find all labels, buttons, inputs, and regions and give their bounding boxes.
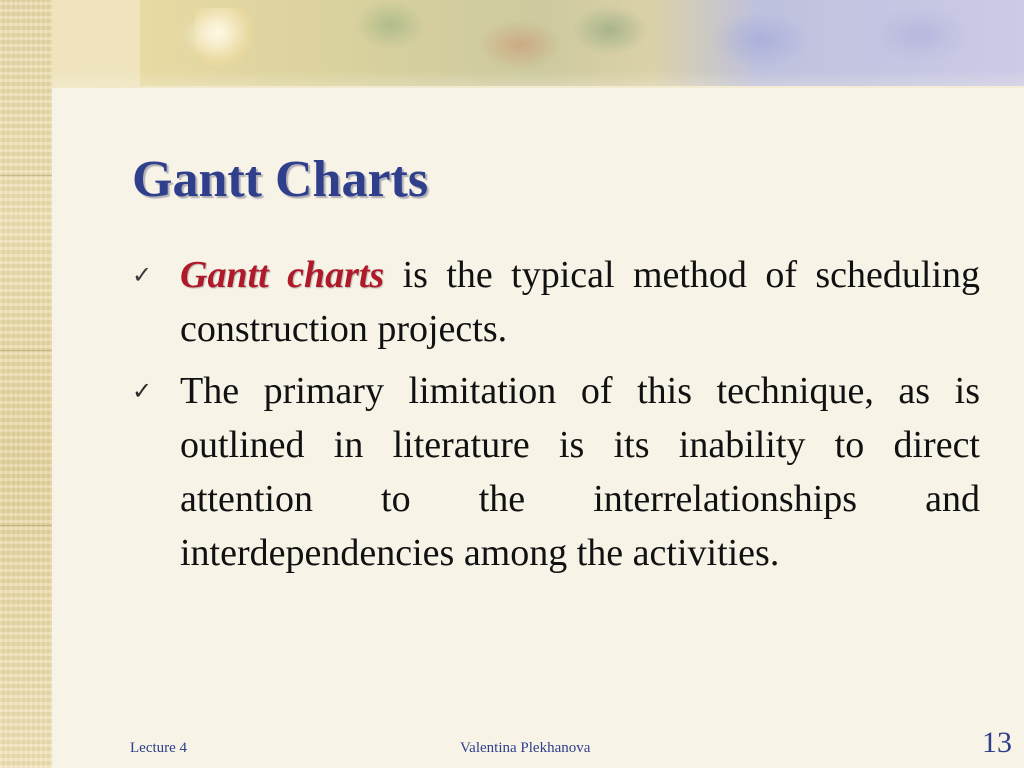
banner-fade	[52, 70, 1024, 130]
bullet-item	[132, 248, 980, 356]
bullet-body: is the typical method of scheduling construction projects.	[180, 254, 980, 350]
slide-title: Gantt Charts	[132, 151, 429, 208]
footer-author: Valentina Plekhanova	[460, 740, 591, 756]
bullet-item	[132, 364, 980, 580]
checkmark-icon: ✓	[132, 261, 153, 289]
strip-seam	[0, 525, 52, 526]
bullet-text: The primary limitation of this technique, as is outlined in literature is its inability to direct attention to the interrelationships and interdependencies among the activities.	[180, 370, 980, 574]
strip-seam	[0, 175, 52, 176]
left-decorative-strip	[0, 0, 52, 768]
leaf-decoration	[195, 8, 255, 68]
slide-footer	[0, 728, 1024, 768]
strip-seam	[0, 350, 52, 351]
footer-lecture: Lecture 4	[130, 740, 188, 756]
page-number: 13	[982, 726, 1012, 759]
highlighted-term: Gantt charts	[180, 254, 385, 296]
checkmark-icon: ✓	[132, 377, 153, 405]
bullet-text	[180, 248, 980, 356]
bullet-list	[132, 248, 980, 588]
